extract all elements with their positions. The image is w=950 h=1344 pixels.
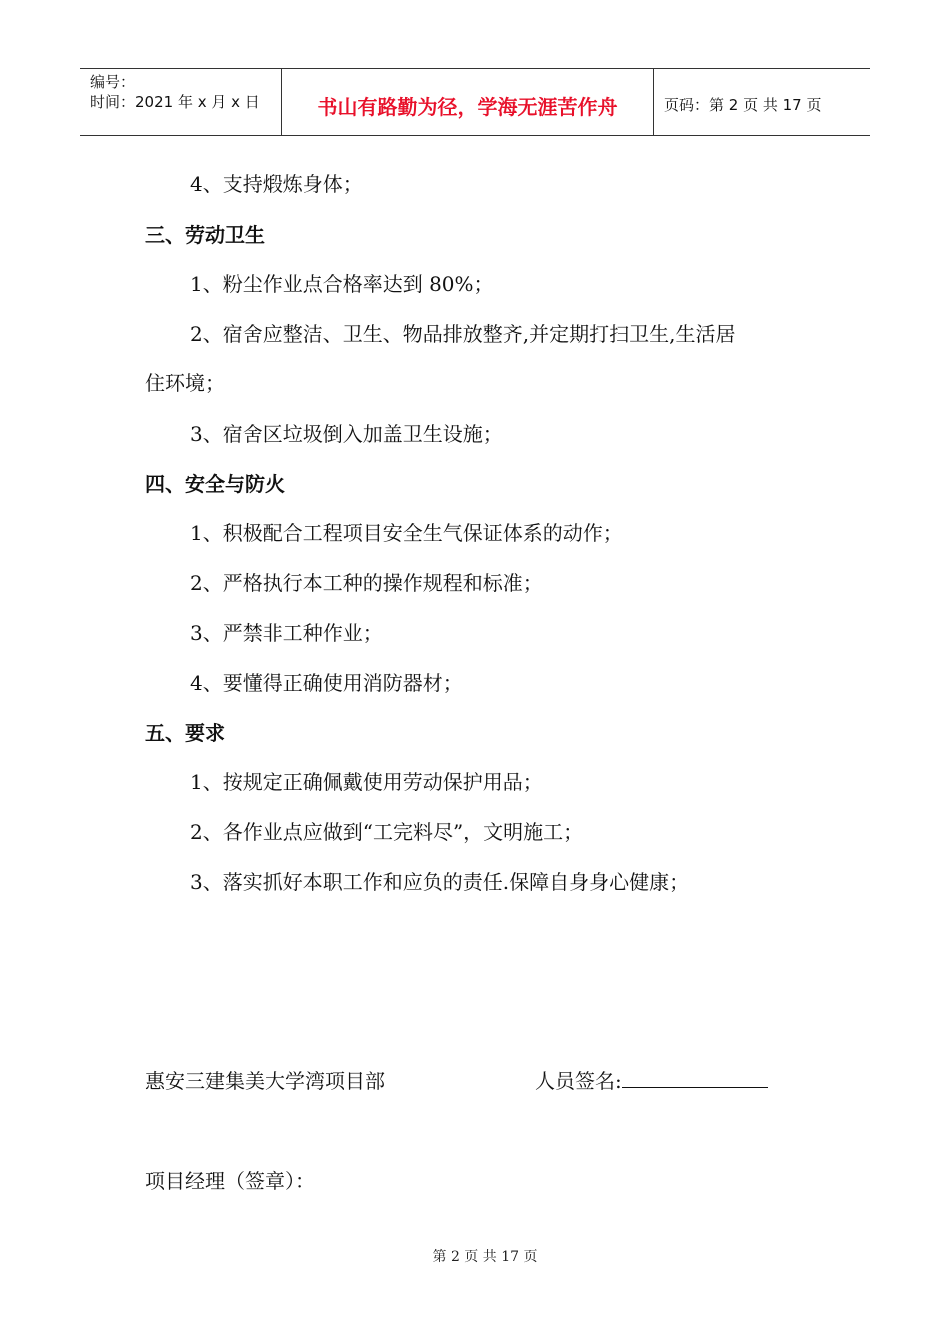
person-signature-label: 人员签名: [535,1069,622,1093]
section-heading-requirements: 五、要求 [145,721,225,745]
page-header [80,68,870,136]
manager-signature-label: 项目经理（签章）： [145,1169,315,1193]
header-motto: 书山有路勤为径，学海无涯苦作舟 [281,69,654,135]
header-page-info: 页码：第 2 页 共 17 页 [664,95,822,114]
list-item: 3、落实抓好本职工作和应负的责任.保障自身身心健康； [190,870,690,894]
section-heading-safety-fire: 四、安全与防火 [145,472,285,496]
list-item: 2、宿舍应整洁、卫生、物品排放整齐,并定期打扫卫生,生活居 [190,322,736,346]
header-meta [80,69,281,135]
list-item: 4、要懂得正确使用消防器材； [190,671,463,695]
list-item: 1、积极配合工程项目安全生气保证体系的动作； [190,521,623,545]
document-number-label: 编号： [90,73,136,91]
section-heading-labor-hygiene: 三、劳动卫生 [145,223,265,247]
person-signature-field [535,1067,768,1095]
list-item: 1、粉尘作业点合格率达到 80%； [190,272,494,296]
list-item: 2、严格执行本工种的操作规程和标准； [190,571,543,595]
list-item: 3、宿舍区垃圾倒入加盖卫生设施； [190,422,503,446]
list-item: 2、各作业点应做到“工完料尽”，文明施工； [190,820,584,844]
list-item-continuation: 住环境； [145,371,225,395]
page-footer: 第 2 页 共 17 页 [432,1249,538,1265]
signature-underline [622,1067,768,1088]
department-name: 惠安三建集美大学湾项目部 [145,1069,385,1093]
list-item: 1、按规定正确佩戴使用劳动保护用品； [190,770,543,794]
list-item: 4、支持煅炼身体； [190,172,363,196]
document-date: 时间：2021 年 x 月 x 日 [90,93,260,111]
list-item: 3、严禁非工种作业； [190,621,383,645]
